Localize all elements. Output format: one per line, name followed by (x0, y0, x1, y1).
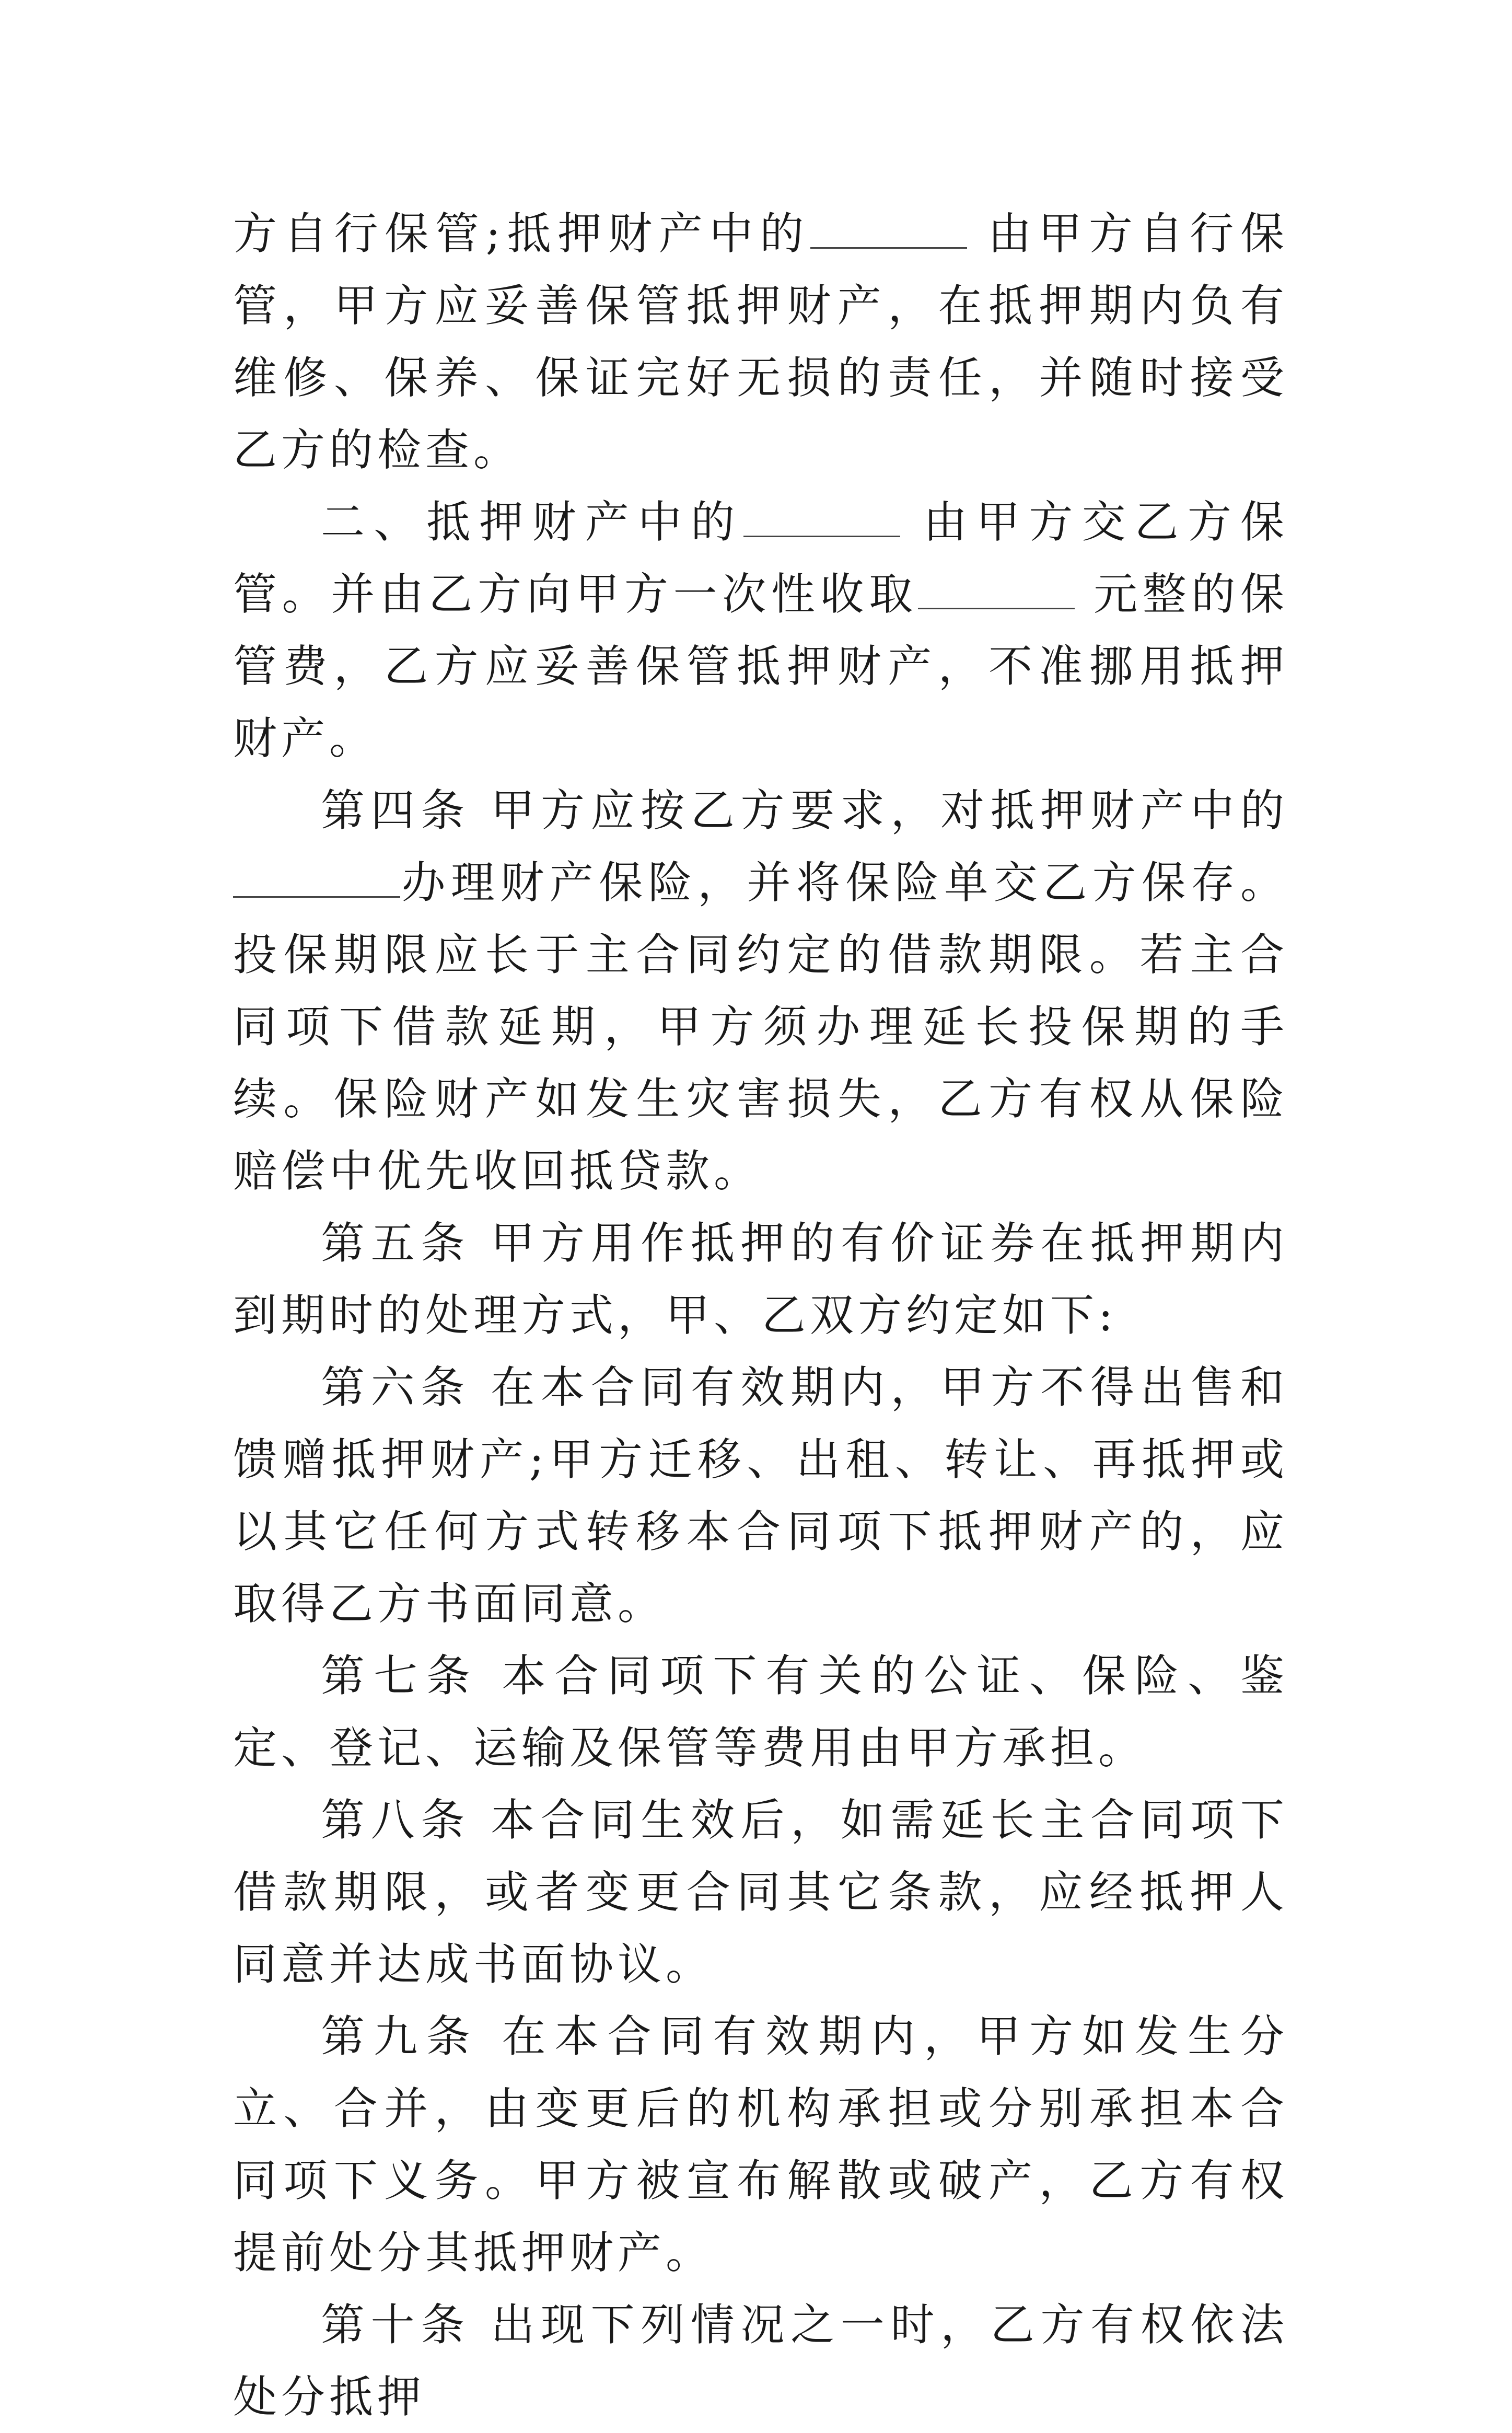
text-segment: 第五条 甲方用作抵押的有价证券在抵押期内到期时的处理方式，甲、乙双方约定如下: (233, 1218, 1288, 1341)
fill-in-blank (810, 200, 967, 249)
paragraph-article-6 (233, 1351, 1288, 1640)
fill-in-blank (743, 489, 900, 537)
paragraph-article-9 (233, 2000, 1288, 2289)
paragraph-article-8 (233, 1784, 1288, 2000)
paragraph-custody-self (233, 198, 1288, 486)
text-segment: 方自行保管;抵押财产中的 (233, 208, 810, 259)
text-segment: 第六条 在本合同有效期内，甲方不得出售和馈赠抵押财产;甲方迁移、出租、转让、再抵押或以其它任何方式转移本合同项下抵押财产的，应取得乙方书面同意。 (233, 1362, 1288, 1629)
text-segment: 第九条 在本合同有效期内，甲方如发生分立、合并，由变更后的机构承担或分别承担本合同项下义务。甲方被宣布解散或破产，乙方有权提前处分其抵押财产。 (233, 2011, 1288, 2278)
paragraph-article-4 (233, 774, 1288, 1207)
paragraph-article-5 (233, 1207, 1288, 1351)
text-segment: 第八条 本合同生效后，如需延长主合同项下借款期限，或者变更合同其它条款，应经抵押人同意并达成书面协议。 (233, 1794, 1288, 1990)
text-segment: 第七条 本合同项下有关的公证、保险、鉴定、登记、运输及保管等费用由甲方承担。 (233, 1650, 1288, 1774)
paragraph-article-7 (233, 1640, 1288, 1784)
text-segment: 元整的保管费，乙方应妥善保管抵押财产，不准挪用抵押财产。 (233, 569, 1288, 764)
text-segment: 由甲方交乙方保管。并由乙方向甲方一次性收取 (233, 496, 1288, 620)
paragraph-custody-party-b (233, 486, 1288, 774)
fill-in-blank (918, 561, 1075, 609)
text-segment: 二、抵押财产中的 (321, 496, 744, 548)
text-segment: 第十条 出现下列情况之一时，乙方有权依法处分抵押 (233, 2299, 1288, 2423)
text-segment: 第四条 甲方应按乙方要求，对抵押财产中的 (321, 785, 1288, 836)
text-segment: 办理财产保险，并将保险单交乙方保存。投保期限应长于主合同约定的借款期限。若主合同项下借款延期，甲方须办理延长投保期的手续。保险财产如发生灾害损失，乙方有权从保险赔偿中优先收回抵贷款。 (233, 857, 1288, 1197)
document-body (233, 198, 1288, 2433)
fill-in-blank (233, 849, 400, 898)
paragraph-article-10 (233, 2289, 1288, 2433)
text-segment: 由甲方自行保管，甲方应妥善保管抵押财产，在抵押期内负有维修、保养、保证完好无损的责任，并随时接受乙方的检查。 (233, 208, 1288, 476)
